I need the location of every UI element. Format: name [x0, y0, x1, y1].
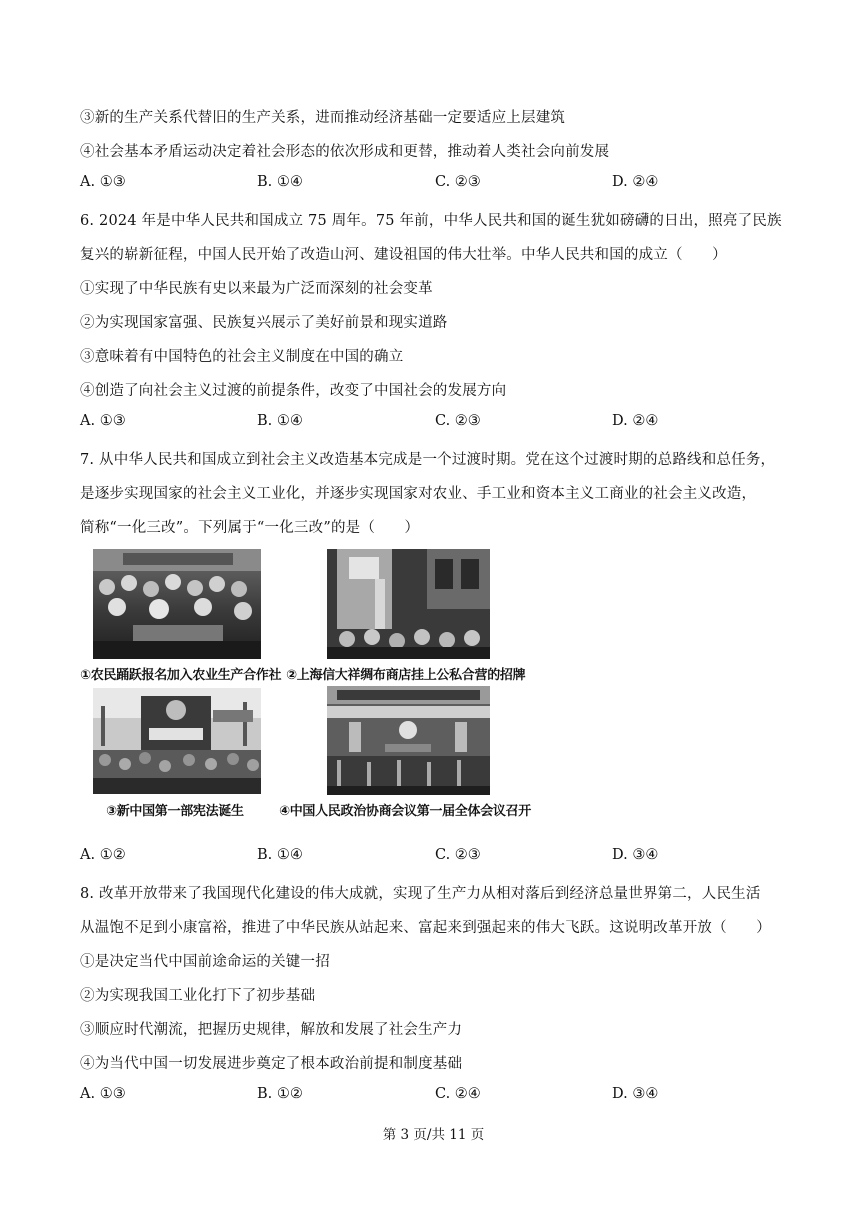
q6-option-b: B. ①④	[257, 413, 303, 429]
q5-options	[80, 174, 780, 194]
q8-statement-1: ①是决定当代中国前途命运的关键一招	[80, 954, 330, 970]
photo-constitution-parade	[93, 688, 261, 794]
q6-stem-line-2: 复兴的崭新征程，中国人民开始了改造山河、建设祖国的伟大壮举。中华人民共和国的成立（ ）	[80, 247, 727, 263]
q6-stem-line-1: 6. 2024 年是中华人民共和国成立 75 周年。75 年前，中华人民共和国的诞生犹如磅礴的日出，照亮了民族	[80, 213, 782, 229]
q8-statement-2: ②为实现我国工业化打下了初步基础	[80, 988, 316, 1004]
q8-option-c: C. ②④	[435, 1086, 481, 1102]
photo-caption-2: ②上海信大祥绸布商店挂上公私合营的招牌	[286, 668, 526, 683]
q7-option-d: D. ③④	[612, 847, 659, 863]
q5-statement-4: ④社会基本矛盾运动决定着社会形态的依次形成和更替，推动着人类社会向前发展	[80, 144, 610, 160]
photo-caption-3: ③新中国第一部宪法诞生	[106, 804, 244, 819]
q8-option-d: D. ③④	[612, 1086, 659, 1102]
photo-farmers-cooperative	[93, 549, 261, 659]
photo-cppcc-meeting	[327, 686, 490, 795]
q7-option-c: C. ②③	[435, 847, 481, 863]
q5-option-a: A. ①③	[80, 174, 126, 190]
q7-stem-line-3: 简称“一化三改”。下列属于“一化三改”的是（ ）	[80, 520, 420, 536]
q7-stem-line-2: 是逐步实现国家的社会主义工业化，并逐步实现国家对农业、手工业和资本主义工商业的社会主义改造，	[80, 486, 757, 502]
q7-option-a: A. ①②	[80, 847, 126, 863]
photo-caption-4: ④中国人民政治协商会议第一届全体会议召开	[279, 804, 532, 819]
q8-statement-3: ③顺应时代潮流，把握历史规律，解放和发展了社会生产力	[80, 1022, 463, 1038]
q7-option-b: B. ①④	[257, 847, 303, 863]
q5-option-c: C. ②③	[435, 174, 481, 190]
q6-statement-3: ③意味着有中国特色的社会主义制度在中国的确立	[80, 349, 404, 365]
q5-option-b: B. ①④	[257, 174, 303, 190]
q8-option-a: A. ①③	[80, 1086, 126, 1102]
q8-option-b: B. ①②	[257, 1086, 303, 1102]
q6-statement-1: ①实现了中华民族有史以来最为广泛而深刻的社会变革	[80, 281, 433, 297]
q5-option-d: D. ②④	[612, 174, 659, 190]
q5-statement-3: ③新的生产关系代替旧的生产关系，进而推动经济基础一定要适应上层建筑	[80, 110, 566, 126]
q6-statement-2: ②为实现国家富强、民族复兴展示了美好前景和现实道路	[80, 315, 448, 331]
q6-statement-4: ④创造了向社会主义过渡的前提条件，改变了中国社会的发展方向	[80, 383, 507, 399]
page-number-footer: 第 3 页/共 11 页	[382, 1127, 485, 1143]
q6-option-d: D. ②④	[612, 413, 659, 429]
photo-caption-1: ①农民踊跃报名加入农业生产合作社	[80, 668, 282, 683]
q8-options	[80, 1086, 780, 1106]
q8-statement-4: ④为当代中国一切发展进步奠定了根本政治前提和制度基础	[80, 1056, 463, 1072]
q8-stem-line-1: 8. 改革开放带来了我国现代化建设的伟大成就，实现了生产力从相对落后到经济总量世界第二，人民生活	[80, 886, 761, 902]
q6-option-a: A. ①③	[80, 413, 126, 429]
q7-options	[80, 847, 780, 867]
q8-stem-line-2: 从温饱不足到小康富裕，推进了中华民族从站起来、富起来到强起来的伟大飞跃。这说明改革开放（ ）	[80, 920, 771, 936]
q7-stem-line-1: 7. 从中华人民共和国成立到社会主义改造基本完成是一个过渡时期。党在这个过渡时期的总路线和总任务，	[80, 452, 776, 468]
q6-options	[80, 413, 780, 433]
q6-option-c: C. ②③	[435, 413, 481, 429]
photo-storefront-sign	[327, 549, 490, 659]
